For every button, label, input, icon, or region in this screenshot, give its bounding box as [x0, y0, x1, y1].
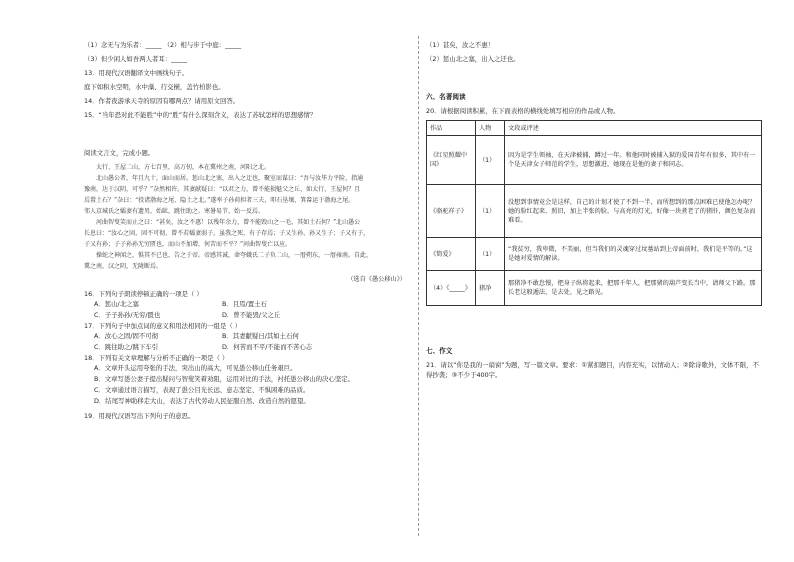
q17-option-c: C．跳往助之/跳下车引	[94, 343, 159, 351]
q12-fill-line-2: （3）但少闲人如吾两人者耳：_____	[84, 55, 188, 63]
passage-line: 长息曰：“汝心之固，固不可彻，曾不若孀妻弱子。虽我之死，有子存焉；子又生孙，孙又生子；子又有子，	[84, 230, 370, 237]
passage-line: 豫南，达于汉阴，可乎？”杂然相许。其妻献疑曰：“以君之力，曾不能损魁父之丘，如太行、王屋何？且	[84, 186, 361, 193]
q20-prompt: 20．请根据阅读积累，在下面表格的横线处填写相应的作品或人物。	[426, 107, 620, 115]
passage-line: 焉置土石？”杂曰：“投诸渤海之尾，隐土之北。”遂率子孙荷担者三夫，叩石垦壤，箕畚运于渤海之尾。	[84, 197, 355, 204]
table-header-row	[427, 121, 762, 136]
q19-item-1: （1）甚矣，汝之不惠！	[426, 41, 494, 49]
q16-option-a: A．惩山/北之塞	[94, 300, 139, 308]
cell-work: 《简爱》	[427, 238, 476, 271]
cell-desc: 没想到事情竟会是这样，自己的计划才使了不到一半，而所想到的那点困难已使他怎办呢？她的脸红起来，照旧，加上半张的脸，与高亮的灯光，好像一块煮老了的猪肝，颜色复杂而难看。	[505, 185, 762, 238]
passage-source: （选自《愚公移山》）	[347, 276, 406, 283]
cell-desc: “我贫穷，我卑微，不美丽，但当我们的灵魂穿过坟墓站到上帝面前时，我们是平等的。”这是她对爱情的解读。	[505, 238, 762, 271]
q17-option-a: A．汝心之固/固不可彻	[94, 332, 159, 340]
q15-prompt: 15．“当年恐对此不能胜”中的“胜”有什么深刻含义，表达了苏轼怎样的思想感情？	[84, 111, 317, 119]
q17-option-b: B．其妻献疑曰/其如土石何	[222, 332, 299, 340]
classical-passage	[84, 162, 406, 272]
q16-options-row-2	[84, 310, 406, 321]
left-column	[84, 40, 406, 421]
q13-sentence: 庭下如积水空明，水中藻、荇交横，盖竹柏影也。	[84, 83, 225, 91]
q17-options-row-1	[84, 331, 406, 342]
works-table	[426, 120, 762, 306]
q18-option-d: D．结尾写神助移走大山，表达了古代劳动人民征服自然、改造自然的愿望。	[94, 397, 310, 405]
passage-line: 太行、王屋二山，方七百里，高万仞，本在冀州之南，河阳之北。	[96, 164, 271, 171]
q13-prompt: 13．用现代汉语翻译文中画线句子。	[84, 69, 188, 77]
q18-option-c: C．文章通过语言描写，表现了愚公目光长远、意志坚定、不惧困难的品质。	[94, 386, 310, 394]
passage-line: 子又有孙；子子孙孙无穷匮也，而山不加增，何苦而不平？”河曲智叟亡以应。	[84, 241, 292, 248]
header-work: 作品	[427, 121, 476, 136]
q12-fill-line-1: （1）念无与为乐者：_____ （2）相与步于中庭：_____	[84, 41, 242, 49]
passage-line: 邻人京城氏之孀妻有遗男，始龀，跳往助之。寒暑易节，始一反焉。	[84, 208, 265, 215]
column-divider	[418, 36, 419, 536]
cell-desc: 因为是学生领袖，在天津被捕，蹲过一年。和他同时被捕入狱的爱国青年有很多，其中有一个是天津女子师范的学生，思想激进，她现在是他的妻子和同志。	[505, 136, 762, 185]
q21-essay-prompt: 21．请以“你是我的一扇窗”为题，写一篇文章。要求：①紧扣题目，内容充实，以情动人；②除诗歌外，文体不限，不得抄袭；③不少于400字。	[426, 361, 759, 379]
table-row	[427, 271, 762, 306]
cell-person: （1）	[476, 185, 505, 238]
header-desc: 文段或评述	[505, 121, 762, 136]
right-column	[426, 40, 762, 380]
cell-person: （1）	[476, 136, 505, 185]
q17-option-d: D．何苦而不平/不能而不苦心志	[222, 343, 313, 351]
table-row	[427, 136, 762, 185]
passage-line: 河曲智叟笑而止之曰：“甚矣，汝之不惠！以残年余力，曾不能毁山之一毛，其如土石何？”北山愚公	[96, 219, 361, 226]
q16-prompt: 16．下列句子朗读停顿正确的一项是（ ）	[84, 290, 203, 298]
q16-option-c: C．子子孙孙/无穷/匮也	[94, 311, 161, 319]
passage-line: 冀之南，汉之阴，无陇断焉。	[84, 263, 163, 270]
q17-prompt: 17．下列句子中加点词的意义和用法相同的一组是（ ）	[84, 322, 242, 330]
cell-work: （4）《_____》	[427, 271, 476, 306]
cell-work: 《红星照耀中国》	[427, 136, 476, 185]
passage-line: 操蛇之神闻之，惧其不已也，告之于帝。帝感其诚，命夸娥氏二子负二山，一厝朔东，一厝雍南。自此，	[96, 252, 373, 259]
cell-person: （1）	[476, 238, 505, 271]
reading-intro: 阅读文言文，完成小题。	[84, 149, 155, 157]
q19-prompt: 19．用现代汉语写出下列句子的意思。	[84, 412, 195, 420]
section-title-seven: 七、作文	[426, 347, 453, 355]
passage-line: 北山愚公者，年且九十，面山而居。惩山北之塞，出入之迂也，聚室而谋曰：“吾与汝毕力平险，指通	[96, 175, 364, 182]
table-row	[427, 185, 762, 238]
q16-options-row-1	[84, 299, 406, 310]
q14-prompt: 14．作者夜游承天寺的原因有哪两点？请用原文回答。	[84, 97, 240, 105]
q19-item-2: （2）惩山北之塞，出入之迂也。	[426, 55, 520, 63]
q16-option-d: D．曾不能毁/父之丘	[222, 311, 281, 319]
q18-option-a: A．文章开头运用夸张的手法，突出山的高大，可见愚公移山任务艰巨。	[94, 364, 297, 372]
table-row	[427, 238, 762, 271]
cell-desc: 那猪净不敢怠慢，把身子纵将起来，把那千年人，把那猪的葫芦变长当中，请师父下路。那长老这般遁法，是去处，见之路见。	[505, 271, 762, 306]
cell-person: 猪净	[476, 271, 505, 306]
q17-options-row-2	[84, 342, 406, 353]
section-title-six: 六、名著阅读	[426, 93, 466, 101]
q18-option-b: B．文章写愚公妻子提出疑问与智叟笑着劝阻，运用对比的手法，衬托愚公移山的决心坚定。	[94, 375, 355, 383]
cell-work: 《骆驼祥子》	[427, 185, 476, 238]
q16-option-b: B．且焉/置土石	[222, 300, 267, 308]
q18-prompt: 18．下列有关文章理解与分析不正确的一项是（ ）	[84, 354, 229, 362]
header-person: 人物	[476, 121, 505, 136]
